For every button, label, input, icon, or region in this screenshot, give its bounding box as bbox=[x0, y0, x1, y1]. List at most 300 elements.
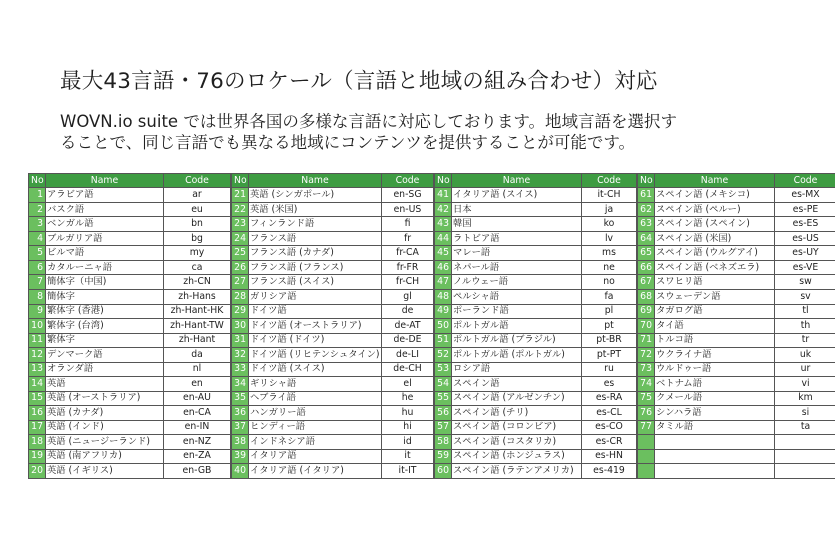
language-code: en-CA bbox=[164, 406, 231, 421]
language-tables bbox=[28, 173, 820, 479]
language-code: es-RA bbox=[582, 391, 637, 406]
language-name: タイ語 bbox=[655, 319, 775, 334]
language-name: ガリシア語 bbox=[249, 290, 382, 305]
column-header-code: Code bbox=[164, 174, 231, 188]
table-header-row bbox=[232, 174, 434, 188]
language-name: ノルウェー語 bbox=[452, 275, 582, 290]
language-name: フランス語 (カナダ) bbox=[249, 246, 382, 261]
language-name: フィンランド語 bbox=[249, 217, 382, 232]
language-number: 21 bbox=[232, 188, 249, 203]
language-code: th bbox=[775, 319, 835, 334]
language-name: タガログ語 bbox=[655, 304, 775, 319]
table-row bbox=[29, 464, 231, 479]
language-name: 簡体字 bbox=[46, 290, 164, 305]
language-code: es-CR bbox=[582, 435, 637, 450]
language-code: de-LI bbox=[382, 348, 434, 363]
language-number: 51 bbox=[435, 333, 452, 348]
table-row bbox=[232, 333, 434, 348]
language-code: bg bbox=[164, 231, 231, 246]
table-row bbox=[435, 202, 637, 217]
table-row bbox=[29, 260, 231, 275]
language-code: sv bbox=[775, 290, 835, 305]
table-row bbox=[638, 348, 835, 363]
language-code: ms bbox=[582, 246, 637, 261]
language-number: 41 bbox=[435, 188, 452, 203]
language-code: ta bbox=[775, 420, 835, 435]
language-code: en-US bbox=[382, 202, 434, 217]
language-code: fr-CH bbox=[382, 275, 434, 290]
table-row bbox=[435, 406, 637, 421]
language-number: 73 bbox=[638, 362, 655, 377]
language-name: 英語 (イギリス) bbox=[46, 464, 164, 479]
table-row bbox=[232, 231, 434, 246]
language-name: ブルガリア語 bbox=[46, 231, 164, 246]
language-number: 36 bbox=[232, 406, 249, 421]
language-number: 9 bbox=[29, 304, 46, 319]
column-header-code: Code bbox=[582, 174, 637, 188]
language-name: スペイン語 (ベネズエラ) bbox=[655, 260, 775, 275]
table-row bbox=[29, 275, 231, 290]
language-code: de bbox=[382, 304, 434, 319]
table-row bbox=[638, 464, 835, 479]
language-name: ウクライナ語 bbox=[655, 348, 775, 363]
language-number: 74 bbox=[638, 377, 655, 392]
language-code bbox=[775, 464, 835, 479]
language-name: カタルーニャ語 bbox=[46, 260, 164, 275]
language-table bbox=[28, 173, 231, 479]
table-row bbox=[435, 377, 637, 392]
language-name: ポルトガル語 (ブラジル) bbox=[452, 333, 582, 348]
language-number: 6 bbox=[29, 260, 46, 275]
language-name: ヘブライ語 bbox=[249, 391, 382, 406]
table-row bbox=[232, 420, 434, 435]
language-code: pt-BR bbox=[582, 333, 637, 348]
language-code: fi bbox=[382, 217, 434, 232]
language-number: 34 bbox=[232, 377, 249, 392]
language-name: スペイン語 (スペイン) bbox=[655, 217, 775, 232]
language-name: 日本 bbox=[452, 202, 582, 217]
language-number: 11 bbox=[29, 333, 46, 348]
table-row bbox=[29, 231, 231, 246]
language-code: ru bbox=[582, 362, 637, 377]
table-row bbox=[29, 348, 231, 363]
column-header-name: Name bbox=[249, 174, 382, 188]
language-number: 31 bbox=[232, 333, 249, 348]
language-number: 37 bbox=[232, 420, 249, 435]
language-name: 韓国 bbox=[452, 217, 582, 232]
language-code: ca bbox=[164, 260, 231, 275]
table-row bbox=[435, 319, 637, 334]
language-code: tl bbox=[775, 304, 835, 319]
language-code: zh-Hant-TW bbox=[164, 319, 231, 334]
language-code: ne bbox=[582, 260, 637, 275]
language-name: ヒンディー語 bbox=[249, 420, 382, 435]
language-number: 59 bbox=[435, 449, 452, 464]
language-number: 23 bbox=[232, 217, 249, 232]
language-number: 25 bbox=[232, 246, 249, 261]
language-name: スペイン語 (米国) bbox=[655, 231, 775, 246]
language-number: 60 bbox=[435, 464, 452, 479]
language-number: 61 bbox=[638, 188, 655, 203]
table-row bbox=[435, 435, 637, 450]
table-row bbox=[638, 188, 835, 203]
language-number: 65 bbox=[638, 246, 655, 261]
language-code: es-419 bbox=[582, 464, 637, 479]
language-number: 42 bbox=[435, 202, 452, 217]
language-number: 47 bbox=[435, 275, 452, 290]
language-name: タミル語 bbox=[655, 420, 775, 435]
language-number: 19 bbox=[29, 449, 46, 464]
language-name: ドイツ語 bbox=[249, 304, 382, 319]
language-code: nl bbox=[164, 362, 231, 377]
language-number: 71 bbox=[638, 333, 655, 348]
language-number: 62 bbox=[638, 202, 655, 217]
language-table bbox=[637, 173, 835, 479]
table-row bbox=[638, 275, 835, 290]
language-code: uk bbox=[775, 348, 835, 363]
table-row bbox=[29, 362, 231, 377]
table-row bbox=[232, 435, 434, 450]
language-code: zh-Hant-HK bbox=[164, 304, 231, 319]
language-code: es-CL bbox=[582, 406, 637, 421]
language-name bbox=[655, 464, 775, 479]
language-name: フランス語 (スイス) bbox=[249, 275, 382, 290]
language-name: 簡体字（中国) bbox=[46, 275, 164, 290]
language-name: ポルトガル語 (ポルトガル) bbox=[452, 348, 582, 363]
language-code: hu bbox=[382, 406, 434, 421]
table-row bbox=[232, 290, 434, 305]
language-number: 77 bbox=[638, 420, 655, 435]
language-name: 繁体字 (香港) bbox=[46, 304, 164, 319]
language-code: km bbox=[775, 391, 835, 406]
language-code: si bbox=[775, 406, 835, 421]
table-row bbox=[435, 217, 637, 232]
column-header-code: Code bbox=[775, 174, 835, 188]
table-row bbox=[29, 333, 231, 348]
language-name: ドイツ語 (スイス) bbox=[249, 362, 382, 377]
language-code: es-CO bbox=[582, 420, 637, 435]
table-row bbox=[232, 188, 434, 203]
table-header-row bbox=[29, 174, 231, 188]
language-code bbox=[775, 435, 835, 450]
language-code: es bbox=[582, 377, 637, 392]
column-header-name: Name bbox=[452, 174, 582, 188]
table-row bbox=[435, 290, 637, 305]
language-name: フランス語 bbox=[249, 231, 382, 246]
language-name: 英語 (インド) bbox=[46, 420, 164, 435]
table-row bbox=[638, 260, 835, 275]
language-name: デンマーク語 bbox=[46, 348, 164, 363]
language-number: 17 bbox=[29, 420, 46, 435]
language-name: ビルマ語 bbox=[46, 246, 164, 261]
language-name: シンハラ語 bbox=[655, 406, 775, 421]
language-code: es-PE bbox=[775, 202, 835, 217]
language-code: zh-Hans bbox=[164, 290, 231, 305]
column-header-name: Name bbox=[46, 174, 164, 188]
language-name: インドネシア語 bbox=[249, 435, 382, 450]
language-name: スペイン語 (ホンジュラス) bbox=[452, 449, 582, 464]
table-row bbox=[638, 202, 835, 217]
language-name: アラビア語 bbox=[46, 188, 164, 203]
table-row bbox=[232, 391, 434, 406]
language-number: 70 bbox=[638, 319, 655, 334]
table-row bbox=[232, 348, 434, 363]
language-name: スペイン語 bbox=[452, 377, 582, 392]
language-number: 48 bbox=[435, 290, 452, 305]
language-number: 67 bbox=[638, 275, 655, 290]
language-code: es-VE bbox=[775, 260, 835, 275]
language-number: 55 bbox=[435, 391, 452, 406]
table-row bbox=[638, 377, 835, 392]
table-row bbox=[29, 290, 231, 305]
language-number: 27 bbox=[232, 275, 249, 290]
language-code: es-MX bbox=[775, 188, 835, 203]
language-code: id bbox=[382, 435, 434, 450]
language-code: es-US bbox=[775, 231, 835, 246]
language-number: 29 bbox=[232, 304, 249, 319]
language-code: en-AU bbox=[164, 391, 231, 406]
language-code: zh-CN bbox=[164, 275, 231, 290]
table-row bbox=[638, 362, 835, 377]
language-name bbox=[655, 449, 775, 464]
language-name: 英語 (米国) bbox=[249, 202, 382, 217]
language-number: 14 bbox=[29, 377, 46, 392]
table-row bbox=[29, 319, 231, 334]
language-name: ベトナム語 bbox=[655, 377, 775, 392]
language-number bbox=[638, 449, 655, 464]
language-name: スペイン語 (チリ) bbox=[452, 406, 582, 421]
language-number: 54 bbox=[435, 377, 452, 392]
language-number: 26 bbox=[232, 260, 249, 275]
language-code: es-ES bbox=[775, 217, 835, 232]
table-row bbox=[435, 246, 637, 261]
language-name: イタリア語 bbox=[249, 449, 382, 464]
language-number: 53 bbox=[435, 362, 452, 377]
table-row bbox=[638, 406, 835, 421]
language-code: fa bbox=[582, 290, 637, 305]
language-name: イタリア語 (スイス) bbox=[452, 188, 582, 203]
table-row bbox=[29, 435, 231, 450]
language-code: it-CH bbox=[582, 188, 637, 203]
language-name: 英語 (シンガポール) bbox=[249, 188, 382, 203]
language-number: 44 bbox=[435, 231, 452, 246]
language-number: 45 bbox=[435, 246, 452, 261]
table-row bbox=[232, 217, 434, 232]
language-code: en-ZA bbox=[164, 449, 231, 464]
language-name bbox=[655, 435, 775, 450]
language-code: bn bbox=[164, 217, 231, 232]
language-number: 43 bbox=[435, 217, 452, 232]
language-code: fr bbox=[382, 231, 434, 246]
table-row bbox=[638, 449, 835, 464]
table-row bbox=[435, 449, 637, 464]
table-row bbox=[638, 304, 835, 319]
table-row bbox=[232, 449, 434, 464]
language-number: 13 bbox=[29, 362, 46, 377]
language-name: クメール語 bbox=[655, 391, 775, 406]
language-number: 12 bbox=[29, 348, 46, 363]
language-number: 39 bbox=[232, 449, 249, 464]
language-number: 1 bbox=[29, 188, 46, 203]
language-name: ドイツ語 (ドイツ) bbox=[249, 333, 382, 348]
language-code: en-SG bbox=[382, 188, 434, 203]
table-header-row bbox=[435, 174, 637, 188]
language-name: スペイン語 (メキシコ) bbox=[655, 188, 775, 203]
language-code: en bbox=[164, 377, 231, 392]
language-number: 72 bbox=[638, 348, 655, 363]
language-code: de-AT bbox=[382, 319, 434, 334]
language-number: 56 bbox=[435, 406, 452, 421]
column-header-no: No bbox=[29, 174, 46, 188]
table-row bbox=[435, 275, 637, 290]
table-row bbox=[232, 362, 434, 377]
language-code: ko bbox=[582, 217, 637, 232]
language-name: イタリア語 (イタリア) bbox=[249, 464, 382, 479]
language-number bbox=[638, 464, 655, 479]
language-code: eu bbox=[164, 202, 231, 217]
language-code: sw bbox=[775, 275, 835, 290]
language-name: 英語 (南アフリカ) bbox=[46, 449, 164, 464]
language-code: it bbox=[382, 449, 434, 464]
language-name: ネパール語 bbox=[452, 260, 582, 275]
table-row bbox=[638, 435, 835, 450]
language-number: 10 bbox=[29, 319, 46, 334]
table-row bbox=[638, 420, 835, 435]
language-name: 英語 (オーストラリア) bbox=[46, 391, 164, 406]
language-name: スウェーデン語 bbox=[655, 290, 775, 305]
language-number: 68 bbox=[638, 290, 655, 305]
language-name: フランス語 (フランス) bbox=[249, 260, 382, 275]
table-row bbox=[435, 260, 637, 275]
table-row bbox=[435, 464, 637, 479]
table-row bbox=[435, 231, 637, 246]
table-row bbox=[232, 377, 434, 392]
language-code: en-NZ bbox=[164, 435, 231, 450]
language-name: ペルシャ語 bbox=[452, 290, 582, 305]
language-name: オランダ語 bbox=[46, 362, 164, 377]
language-name: スペイン語 (ウルグアイ) bbox=[655, 246, 775, 261]
language-name: 繁体字 (台湾) bbox=[46, 319, 164, 334]
column-header-no: No bbox=[232, 174, 249, 188]
language-number: 75 bbox=[638, 391, 655, 406]
table-row bbox=[638, 290, 835, 305]
language-number: 58 bbox=[435, 435, 452, 450]
column-header-no: No bbox=[638, 174, 655, 188]
language-number: 66 bbox=[638, 260, 655, 275]
table-row bbox=[232, 246, 434, 261]
table-row bbox=[232, 304, 434, 319]
table-row bbox=[29, 246, 231, 261]
language-code: de-DE bbox=[382, 333, 434, 348]
language-code: ur bbox=[775, 362, 835, 377]
language-name: ロシア語 bbox=[452, 362, 582, 377]
language-code: no bbox=[582, 275, 637, 290]
language-name: ドイツ語 (リヒテンシュタイン) bbox=[249, 348, 382, 363]
table-row bbox=[232, 406, 434, 421]
language-code bbox=[775, 449, 835, 464]
table-row bbox=[435, 348, 637, 363]
table-row bbox=[29, 449, 231, 464]
table-row bbox=[638, 231, 835, 246]
table-row bbox=[638, 319, 835, 334]
table-row bbox=[435, 391, 637, 406]
table-row bbox=[29, 377, 231, 392]
language-name: スペイン語 (アルゼンチン) bbox=[452, 391, 582, 406]
language-name: スペイン語 (ラテンアメリカ) bbox=[452, 464, 582, 479]
language-code: es-UY bbox=[775, 246, 835, 261]
language-name: ラトビア語 bbox=[452, 231, 582, 246]
table-row bbox=[638, 246, 835, 261]
language-number: 63 bbox=[638, 217, 655, 232]
language-name: 繁体字 bbox=[46, 333, 164, 348]
language-code: pl bbox=[582, 304, 637, 319]
language-number: 49 bbox=[435, 304, 452, 319]
table-row bbox=[435, 188, 637, 203]
language-code: da bbox=[164, 348, 231, 363]
language-name: スワヒリ語 bbox=[655, 275, 775, 290]
language-number: 57 bbox=[435, 420, 452, 435]
table-row bbox=[29, 391, 231, 406]
language-code: ja bbox=[582, 202, 637, 217]
language-code: pt-PT bbox=[582, 348, 637, 363]
language-name: ウルドゥー語 bbox=[655, 362, 775, 377]
language-number: 76 bbox=[638, 406, 655, 421]
language-number: 4 bbox=[29, 231, 46, 246]
language-number: 52 bbox=[435, 348, 452, 363]
language-name: スペイン語 (コロンビア) bbox=[452, 420, 582, 435]
language-code: zh-Hant bbox=[164, 333, 231, 348]
language-name: スペイン語 (コスタリカ) bbox=[452, 435, 582, 450]
language-number: 5 bbox=[29, 246, 46, 261]
language-code: pt bbox=[582, 319, 637, 334]
column-header-no: No bbox=[435, 174, 452, 188]
language-name: ハンガリー語 bbox=[249, 406, 382, 421]
table-row bbox=[435, 304, 637, 319]
language-number: 46 bbox=[435, 260, 452, 275]
language-name: バスク語 bbox=[46, 202, 164, 217]
table-row bbox=[435, 420, 637, 435]
language-code: en-IN bbox=[164, 420, 231, 435]
language-number: 16 bbox=[29, 406, 46, 421]
language-number: 38 bbox=[232, 435, 249, 450]
language-number: 50 bbox=[435, 319, 452, 334]
language-number: 35 bbox=[232, 391, 249, 406]
language-number: 28 bbox=[232, 290, 249, 305]
language-name: スペイン語 (ペルー) bbox=[655, 202, 775, 217]
description-line-2: ることで、同じ言語でも異なる地域にコンテンツを提供することが可能です。 bbox=[60, 133, 636, 152]
language-number: 33 bbox=[232, 362, 249, 377]
table-row bbox=[232, 202, 434, 217]
language-number: 2 bbox=[29, 202, 46, 217]
table-header-row bbox=[638, 174, 835, 188]
language-table bbox=[434, 173, 637, 479]
description-line-1: WOVN.io suite では世界各国の多様な言語に対応しております。地域言語を選択す bbox=[60, 112, 677, 131]
column-header-code: Code bbox=[382, 174, 434, 188]
language-code: de-CH bbox=[382, 362, 434, 377]
language-number: 20 bbox=[29, 464, 46, 479]
language-name: マレー語 bbox=[452, 246, 582, 261]
language-code: lv bbox=[582, 231, 637, 246]
language-number: 7 bbox=[29, 275, 46, 290]
table-row bbox=[29, 304, 231, 319]
language-number bbox=[638, 435, 655, 450]
language-code: fr-CA bbox=[382, 246, 434, 261]
language-number: 32 bbox=[232, 348, 249, 363]
language-number: 18 bbox=[29, 435, 46, 450]
table-row bbox=[232, 260, 434, 275]
language-number: 22 bbox=[232, 202, 249, 217]
language-name: ギリシャ語 bbox=[249, 377, 382, 392]
